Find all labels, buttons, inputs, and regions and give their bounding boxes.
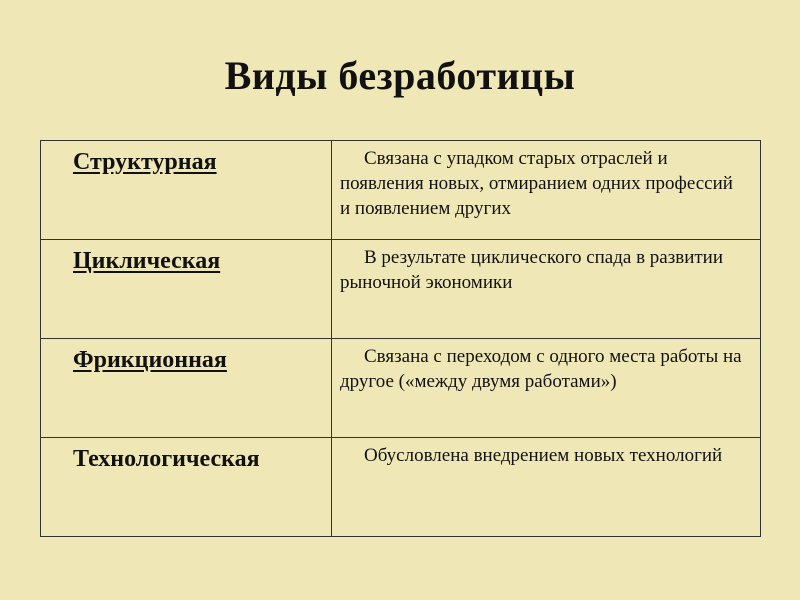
table-row <box>41 339 761 438</box>
term-cell <box>41 339 332 438</box>
description-cell <box>332 240 761 339</box>
term-cell <box>41 141 332 240</box>
table-row <box>41 240 761 339</box>
description-cyclical: В результате циклического спада в развитии рыночной экономики <box>340 247 724 293</box>
description-cell <box>332 438 761 537</box>
term-cell <box>41 438 332 537</box>
term-cyclical: Циклическая <box>73 248 221 274</box>
description-technological: Обусловлена внедрением новых технологий <box>364 445 723 466</box>
slide-title: Виды безработицы <box>224 53 576 98</box>
table-row <box>41 141 761 240</box>
term-technological: Технологическая <box>73 446 260 472</box>
unemployment-types-table <box>40 140 761 537</box>
description-frictional: Связана с переходом с одного места работы на другое («между двумя работами») <box>340 346 742 392</box>
description-structural: Связана с упадком старых отраслей и появления новых, отмиранием одних профессий и появлением других <box>340 148 733 219</box>
term-frictional: Фрикционная <box>73 347 227 373</box>
term-cell <box>41 240 332 339</box>
description-cell <box>332 339 761 438</box>
table-row <box>41 438 761 537</box>
term-structural: Структурная <box>73 149 217 175</box>
description-cell <box>332 141 761 240</box>
